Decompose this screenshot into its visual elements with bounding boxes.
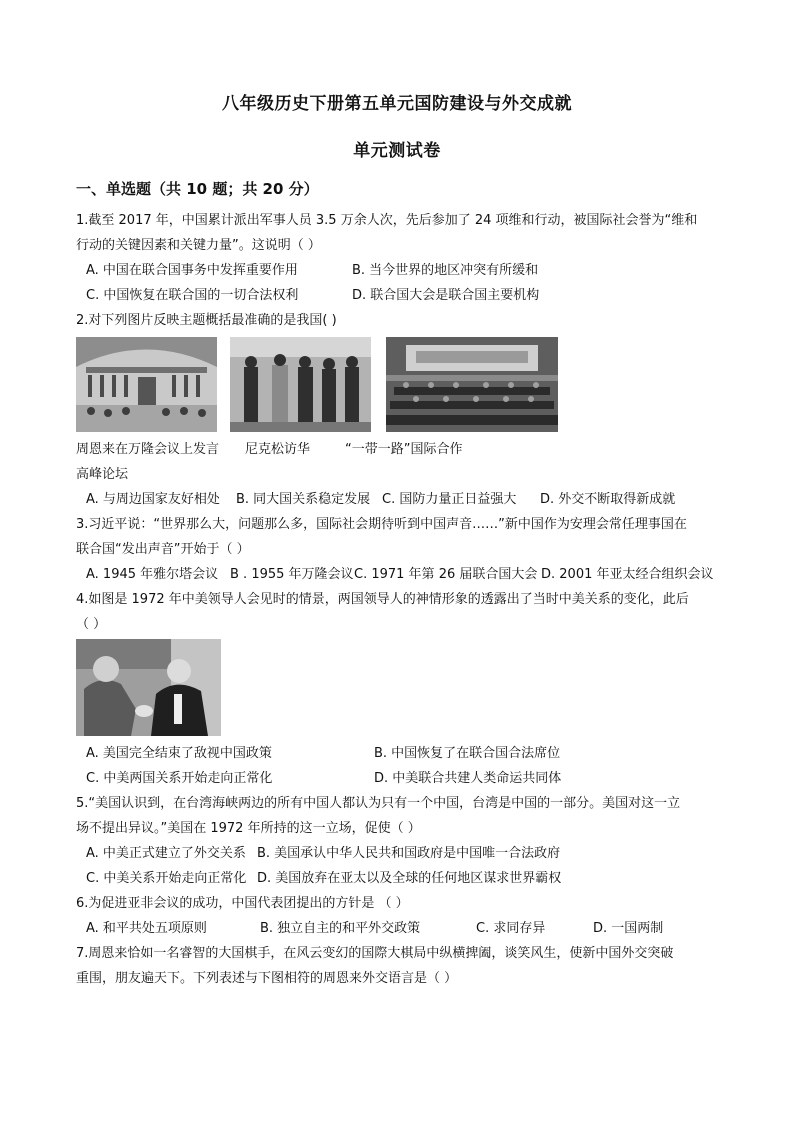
question-3-line-2: 联合国“发出声音”开始于（ ） (76, 542, 250, 557)
question-2-option-d: D. 外交不断取得新成就 (540, 492, 676, 507)
question-2-option-b: B. 同大国关系稳定发展 (236, 492, 371, 507)
section-heading: 一、单选题（共 10 题；共 20 分） (76, 180, 319, 198)
question-4-line-1: 4.如图是 1972 年中美领导人会见时的情景，两国领导人的神情形象的透露出了当时中美关系的变化，此后 (76, 592, 689, 607)
question-1-line-2: 行动的关键因素和关键力量”。这说明（ ） (76, 238, 321, 253)
question-1-line-1: 1.截至 2017 年，中国累计派出军事人员 3.5 万余人次，先后参加了 24 项维和行动，被国际社会誉为“维和 (76, 213, 698, 228)
photo-caption-3-cont: 高峰论坛 (76, 467, 129, 482)
question-2-line-1: 2.对下列图片反映主题概括最准确的是我国( ) (76, 313, 337, 328)
question-3-line-1: 3.习近平说：“世界那么大，问题那么多，国际社会期待听到中国声音……”新中国作为安理会常任理事国在 (76, 517, 687, 532)
question-6-line-1: 6.为促进亚非会议的成功，中国代表团提出的方针是 （ ） (76, 896, 409, 911)
question-1-option-b: B. 当今世界的地区冲突有所缓和 (352, 263, 539, 278)
question-3-option-c: C. 1971 年第 26 届联合国大会 (354, 567, 538, 582)
question-3-option-d: D. 2001 年亚太经合组织会议 (541, 567, 714, 582)
question-6-option-b: B. 独立自主的和平外交政策 (260, 921, 421, 936)
question-5-option-b: B. 美国承认中华人民共和国政府是中国唯一合法政府 (257, 846, 561, 861)
question-2-option-a: A. 与周边国家友好相处 (86, 492, 220, 507)
question-5-line-1: 5.“美国认识到，在台湾海峡两边的所有中国人都认为只有一个中国，台湾是中国的一部分。美国对这一立 (76, 796, 681, 811)
photo-caption-1: 周恩来在万隆会议上发言 (76, 442, 220, 457)
question-7-line-2: 重围，朋友遍天下。下列表述与下图相符的周恩来外交语言是（ ） (76, 971, 458, 986)
question-6-option-c: C. 求同存异 (476, 921, 546, 936)
question-2-option-c: C. 国防力量正日益强大 (382, 492, 517, 507)
question-6-option-d: D. 一国两制 (593, 921, 664, 936)
question-1-option-c: C. 中国恢复在联合国的一切合法权利 (86, 288, 299, 303)
page-subtitle: 单元测试卷 (353, 141, 441, 161)
question-1-option-d: D. 联合国大会是联合国主要机构 (352, 288, 540, 303)
photo-mao-nixon-handshake (76, 639, 221, 736)
photo-caption-3: “一带一路”国际合作 (345, 442, 463, 457)
page-title: 八年级历史下册第五单元国防建设与外交成就 (222, 94, 572, 114)
question-4-option-b: B. 中国恢复了在联合国合法席位 (374, 746, 561, 761)
question-7-line-1: 7.周恩来恰如一名睿智的大国棋手，在风云变幻的国際大棋局中纵横捭阖，谈笑风生，使新中国外交突破 (76, 946, 674, 961)
question-3-option-a: A. 1945 年雅尔塔会议 (86, 567, 219, 582)
question-5-line-2: 场不提出异议。”美国在 1972 年所持的这一立场，促使（ ） (76, 821, 421, 836)
question-6-option-a: A. 和平共处五项原则 (86, 921, 207, 936)
question-5-option-d: D. 美国放弃在亚太以及全球的任何地区谋求世界霸权 (257, 871, 562, 886)
question-5-option-c: C. 中美关系开始走向正常化 (86, 871, 247, 886)
photo-bandung-conference (76, 337, 217, 432)
photo-nixon-visit (230, 337, 371, 432)
question-4-option-d: D. 中美联合共建人类命运共同体 (374, 771, 562, 786)
question-3-option-b: B . 1955 年万隆会议 (230, 567, 354, 582)
question-4-option-c: C. 中美两国关系开始走向正常化 (86, 771, 273, 786)
question-4-line-2: （ ） (76, 617, 107, 632)
question-1-option-a: A. 中国在联合国事务中发挥重要作用 (86, 263, 298, 278)
photo-belt-and-road-forum (386, 337, 558, 432)
question-4-option-a: A. 美国完全结束了敌视中国政策 (86, 746, 272, 761)
question-5-option-a: A. 中美正式建立了外交关系 (86, 846, 246, 861)
photo-caption-2: 尼克松访华 (245, 442, 311, 457)
